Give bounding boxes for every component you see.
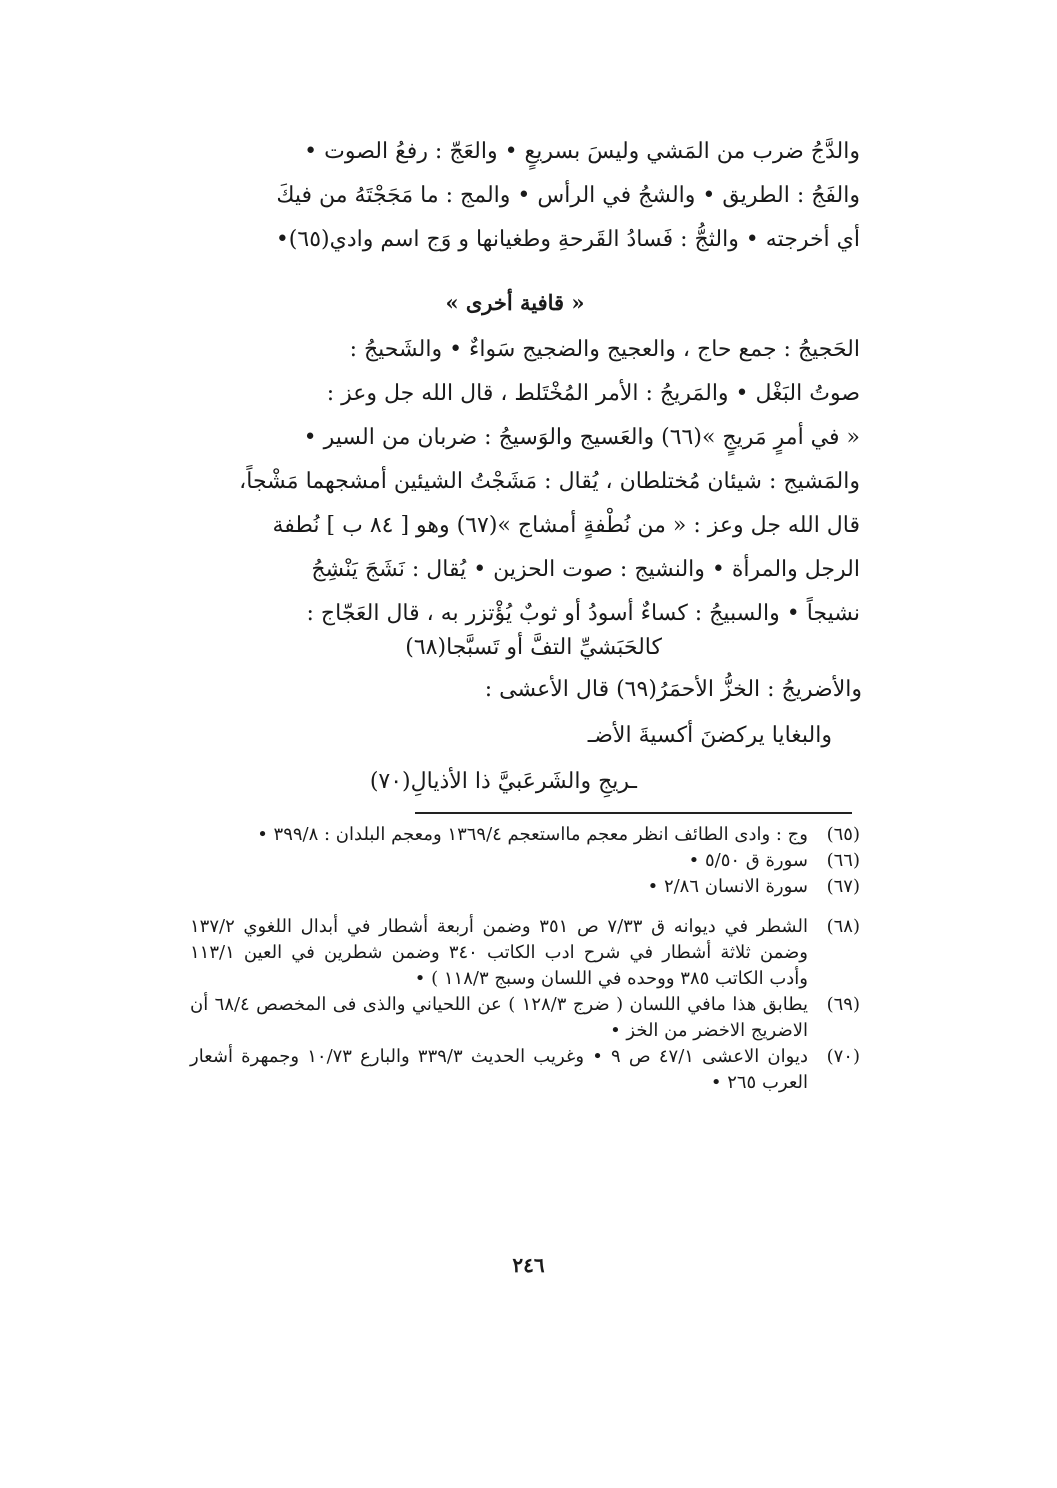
paragraph-1 [170, 130, 860, 262]
footnote-number: (٧٠) [826, 1046, 860, 1067]
text-line: الرجل والمرأة • والنشيج : صوت الحزين • يُقال : نَشَجَ يَنْشِجُ [311, 557, 860, 582]
text-line: والدَّجُ ضرب من المَشي وليسَ بسريعٍ • والعَجّ : رفعُ الصوت • [304, 139, 860, 164]
footnote [190, 848, 860, 874]
footnotes [190, 822, 860, 1096]
paragraph-2 [170, 328, 860, 636]
footnote [190, 822, 860, 848]
text-line: أي أخرجته • والثجُّ : فَسادُ القَرحةِ وطغيانها و وَج اسم وادي(٦٥)• [275, 227, 860, 252]
text-line: « في أمرٍ مَريجٍ »(٦٦) والعَسيج والوَسيجُ : ضربان من السير • [303, 425, 860, 450]
footnote-text: سورة ق ٥/٥٠ • [688, 850, 808, 871]
footnote-text: سورة الانسان ٢/٨٦ • [647, 876, 808, 897]
footnote-number: (٦٩) [826, 994, 860, 1015]
footnote-number: (٦٧) [826, 876, 860, 897]
footnote [190, 1044, 860, 1096]
text-line: نشيجاً • والسبيجُ : كساءٌ أسودُ أو ثوبٌ يُؤْتزر به ، قال العَجّاج : [306, 601, 860, 626]
footnote-text: ديوان الاعشى ٤٧/١ ص ٩ • وغريب الحديث ٣٣٩/٣ والبارع ١٠/٧٣ وجمهرة أشعار العرب ٢٦٥ • [190, 1046, 808, 1093]
footnote-number: (٦٨) [826, 916, 860, 937]
footnote [190, 874, 860, 900]
verse-line: ـريجِ والشَرعَبيَّ ذا الأذيالِ(٧٠) [369, 769, 637, 794]
footnote [190, 914, 860, 992]
footnote [190, 992, 860, 1044]
footnote-divider [415, 812, 852, 814]
text-line: والمَشيج : شيئان مُختلطان ، يُقال : مَشَجْتُ الشيئين أمشجهما مَشْجاً، [239, 469, 860, 494]
footnote-text: الشطر في ديوانه ق ٧/٣٣ ص ٣٥١ وضمن أربعة أشطار في أبدال اللغوي ١٣٧/٢ وضمن ثلاثة أشطار في شرح ادب الكاتب ٣٤٠ وضمن شطرين في العين ١١٣/١ وأدب الكاتب ٣٨٥ ووحده في اللسان وسبج ١١٨/٣ ) • [190, 916, 808, 989]
text-line: صوتُ البَغْل • والمَريجُ : الأمر المُخْتَلط ، قال الله جل وعز : [326, 381, 860, 406]
verse-line: والبغايا يركضنَ أكسيةَ الأضـ [587, 723, 832, 748]
footnote-text: وج : وادى الطائف انظر معجم مااستعجم ١٣٦٩/٤ ومعجم البلدان : ٣٩٩/٨ • [257, 824, 808, 845]
text-line: قال الله جل وعز : « من نُطْفةٍ أمشاج »(٦٧) وهو [ ٨٤ ب ] نُطفة [272, 513, 860, 538]
footnote-text: يطابق هذا مافي اللسان ( ضرج ١٢٨/٣ ) عن اللحياني والذى فى المخصص ٦٨/٤ أن الاضريج الاخضر من الخز • [190, 994, 808, 1041]
text-line: الحَجيجُ : جمع حاج ، والعجيج والضجيج سَواءٌ • والشَحيجُ : [349, 337, 860, 362]
verse-line: كالحَبَشيِّ التفَّ أو تَسبَّجا(٦٨) [405, 635, 662, 660]
text-line: والأضريجُ : الخزُّ الأحمَرُ(٦٩) قال الأعشى : [484, 677, 862, 702]
footnote-number: (٦٦) [826, 850, 860, 871]
text-line: والفَجُ : الطريق • والشجُ في الرأس • والمج : ما مَجَجْتَهُ من فيكَ [276, 183, 860, 208]
section-heading: « قافية أخرى » [445, 290, 585, 315]
page-number: ٢٤٦ [512, 1253, 545, 1277]
footnote-number: (٦٥) [826, 824, 860, 845]
